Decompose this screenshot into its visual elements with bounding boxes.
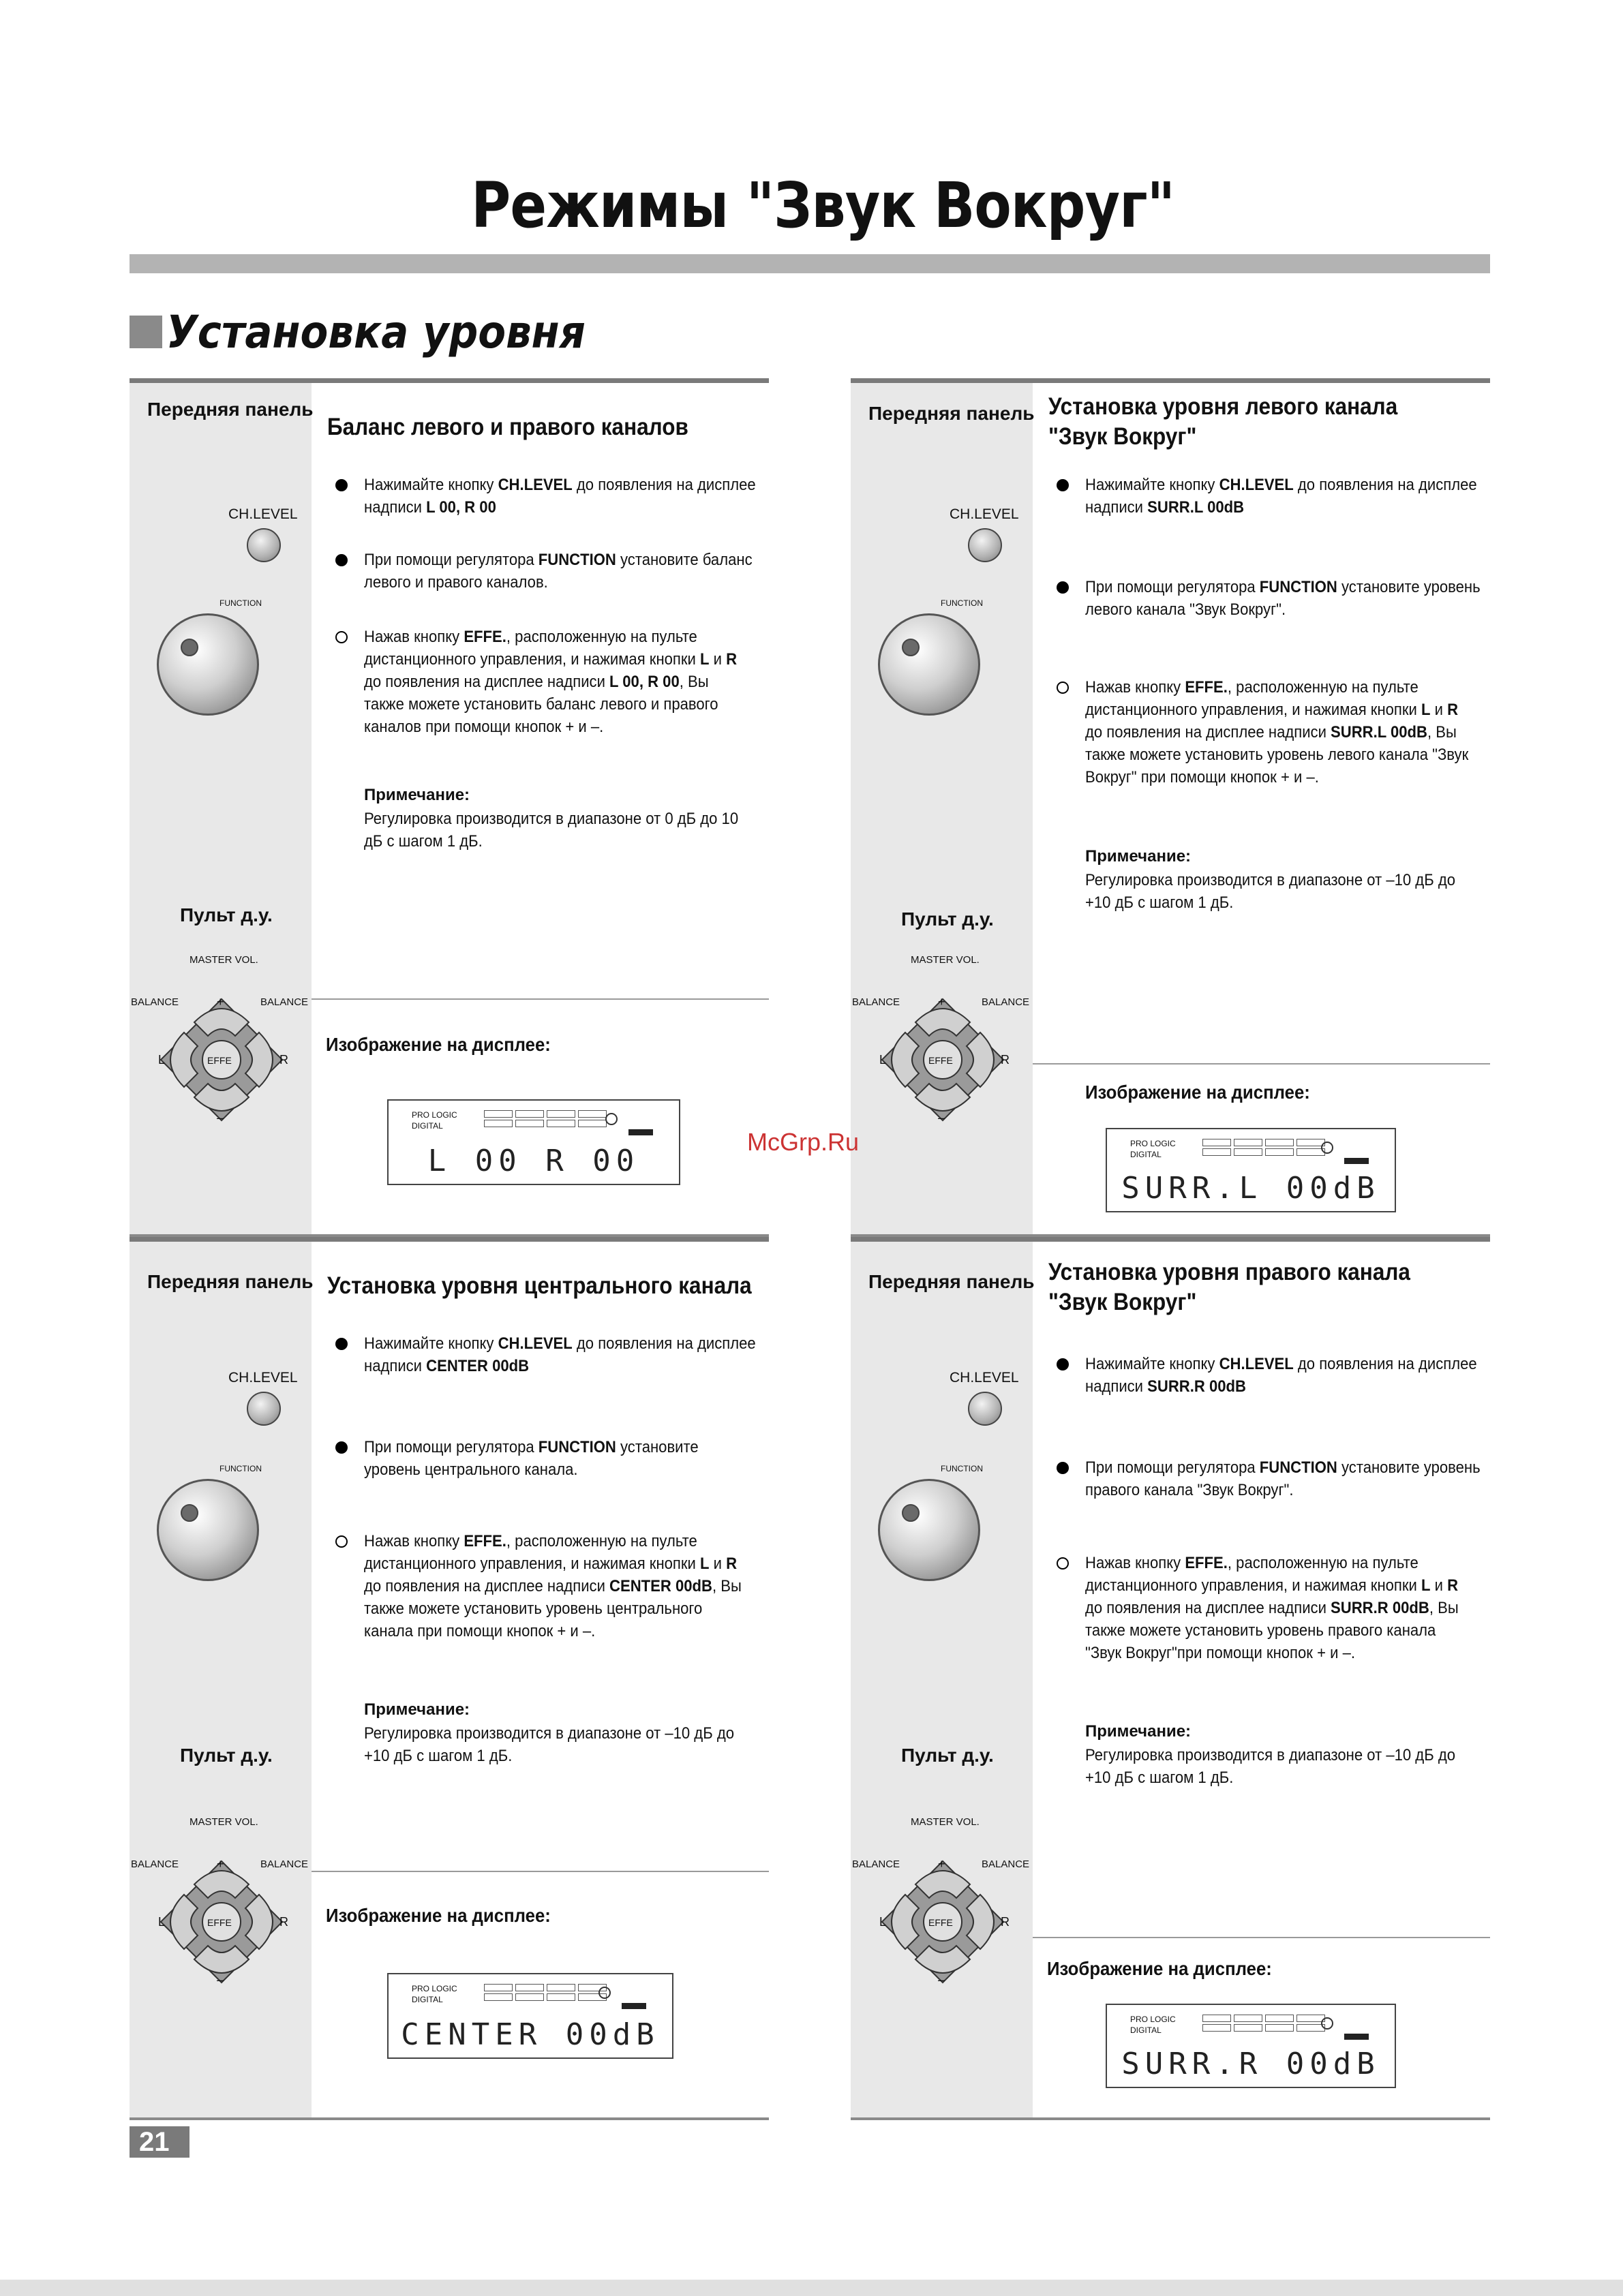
function-label: FUNCTION xyxy=(941,1464,983,1473)
bullet-icon xyxy=(1057,581,1069,594)
display-mode-box xyxy=(515,1984,544,1991)
instruction-line: надписи SURR.L 00dB xyxy=(1085,498,1245,517)
bullet-icon xyxy=(335,554,348,566)
instruction-line: до появления на дисплее надписи SURR.L 00dB, Вы xyxy=(1085,723,1457,741)
panel-4 xyxy=(851,1237,1490,2120)
display-mode-box xyxy=(1202,2015,1231,2022)
remote-label: Пульт д.у. xyxy=(901,908,994,930)
remote-r-label: R xyxy=(279,1915,288,1929)
clock-icon xyxy=(1321,2017,1333,2030)
note-title: Примечание: xyxy=(1085,1722,1192,1741)
section-heading: Установка уровня правого канала xyxy=(1048,1259,1410,1285)
display-mode-box xyxy=(1202,1139,1231,1146)
display-mode-box xyxy=(515,1120,544,1127)
remote-pad[interactable] xyxy=(851,1830,1035,2007)
display-heading: Изображение на дисплее: xyxy=(1085,1082,1310,1103)
display-mode-box xyxy=(484,1120,513,1127)
function-label: FUNCTION xyxy=(941,598,983,608)
display-mode-box xyxy=(484,1110,513,1118)
panel-top-rule xyxy=(130,378,769,383)
instruction-line: надписи SURR.R 00dB xyxy=(1085,1377,1246,1396)
remote-r-label: R xyxy=(279,1053,288,1067)
master-vol-label: MASTER VOL. xyxy=(911,954,980,966)
front-panel-label: Передняя панель xyxy=(147,1271,314,1292)
balance-left-label: BALANCE xyxy=(131,1858,179,1870)
knob-indicator-dot xyxy=(181,639,198,656)
instruction-line: канала при помощи кнопок + и –. xyxy=(364,1622,596,1640)
bullet-icon xyxy=(335,1441,348,1454)
remote-plus-label: + xyxy=(217,995,224,1009)
panel-top-rule xyxy=(851,378,1490,383)
remote-minus-label: – xyxy=(217,1111,224,1124)
note-text: Регулировка производится в диапазоне от –10 дБ до xyxy=(1085,871,1455,889)
function-knob[interactable] xyxy=(157,613,259,716)
display-digital: DIGITAL xyxy=(1130,2025,1162,2035)
function-knob[interactable] xyxy=(878,1479,980,1581)
instruction-line: Вокруг" при помощи кнопок + и –. xyxy=(1085,768,1319,786)
remote-effe-label: EFFE xyxy=(928,1917,953,1928)
remote-effe-label: EFFE xyxy=(207,1917,232,1928)
display-mode-box xyxy=(1234,1148,1262,1156)
display-pro-logic: PRO LOGIC xyxy=(1130,1139,1176,1148)
display-heading: Изображение на дисплее: xyxy=(326,1034,551,1055)
memory-indicator xyxy=(1344,2034,1369,2040)
ch-level-label: CH.LEVEL xyxy=(228,506,298,522)
display-mode-box xyxy=(578,1120,607,1127)
front-panel-label: Передняя панель xyxy=(147,399,314,420)
panel-bottom-rule xyxy=(130,2117,769,2120)
note-title: Примечание: xyxy=(364,1700,470,1719)
remote-minus-label: – xyxy=(938,1973,945,1987)
remote-label: Пульт д.у. xyxy=(901,1745,994,1766)
instruction-line: левого канала "Звук Вокруг". xyxy=(1085,600,1286,619)
instruction-line: до появления на дисплее надписи L 00, R 00, Вы xyxy=(364,673,709,691)
panel-top-rule xyxy=(130,1237,769,1242)
instruction-line: надписи CENTER 00dB xyxy=(364,1357,530,1375)
memory-indicator xyxy=(628,1129,653,1135)
clock-icon xyxy=(605,1113,618,1125)
section-title: Установка уровня xyxy=(166,305,586,358)
panel-top-rule xyxy=(851,1237,1490,1242)
balance-right-label: BALANCE xyxy=(260,1858,309,1870)
remote-plus-label: + xyxy=(938,1857,945,1871)
display-mode-box xyxy=(1234,1139,1262,1146)
remote-label: Пульт д.у. xyxy=(180,904,273,925)
master-vol-label: MASTER VOL. xyxy=(911,1816,980,1828)
knob-indicator-dot xyxy=(902,1504,920,1522)
display-mode-box xyxy=(547,1110,575,1118)
note-title: Примечание: xyxy=(364,786,470,804)
ch-level-label: CH.LEVEL xyxy=(228,1370,298,1386)
remote-plus-label: + xyxy=(938,995,945,1009)
instruction-line: также можете установить уровень правого канала xyxy=(1085,1621,1436,1640)
display-separator xyxy=(312,1871,769,1872)
display-mode-box xyxy=(484,1984,513,1991)
display-mode-box xyxy=(1234,2024,1262,2032)
instruction-line: дистанционного управления, и нажимая кнопки L и R xyxy=(364,650,738,669)
function-knob[interactable] xyxy=(878,613,980,716)
instruction-line: до появления на дисплее надписи SURR.R 00dB, Вы xyxy=(1085,1599,1459,1617)
function-label: FUNCTION xyxy=(219,1464,262,1473)
bullet-icon xyxy=(1057,479,1069,491)
remote-r-label: R xyxy=(1001,1915,1010,1929)
instruction-line: При помощи регулятора FUNCTION установите баланс xyxy=(364,551,753,569)
remote-effe-label: EFFE xyxy=(928,1055,953,1066)
instruction-line: надписи L 00, R 00 xyxy=(364,498,496,517)
remote-l-label: L xyxy=(879,1915,887,1929)
instruction-line: дистанционного управления, и нажимая кнопки L и R xyxy=(1085,701,1459,719)
display-mode-box xyxy=(1202,1148,1231,1156)
display-mode-grid xyxy=(1202,1139,1325,1156)
instruction-line: дистанционного управления, и нажимая кнопки L и R xyxy=(364,1555,738,1573)
section-square-icon xyxy=(130,316,162,348)
clock-icon xyxy=(598,1987,611,1999)
instruction-line: также можете установить баланс левого и правого xyxy=(364,695,718,714)
ch-level-label: CH.LEVEL xyxy=(950,506,1019,522)
instruction-line: дистанционного управления, и нажимая кнопки L и R xyxy=(1085,1576,1459,1595)
page-title: Режимы "Звук Вокруг" xyxy=(471,169,1175,242)
display-readout: L 00 R 00 xyxy=(427,1144,640,1178)
ch-level-button[interactable] xyxy=(968,528,1002,562)
lcd-display xyxy=(1106,2004,1396,2088)
balance-left-label: BALANCE xyxy=(852,996,900,1008)
panel-bottom-rule xyxy=(851,2117,1490,2120)
display-mode-box xyxy=(1265,1139,1294,1146)
display-mode-box xyxy=(1265,2015,1294,2022)
page-number: 21 xyxy=(130,2126,189,2158)
panel-1 xyxy=(130,378,769,1237)
footer-strip xyxy=(0,2280,1623,2296)
section-heading: Установка уровня центрального канала xyxy=(327,1272,752,1299)
remote-pad[interactable] xyxy=(130,1830,314,2007)
watermark: McGrp.Ru xyxy=(747,1128,860,1156)
balance-left-label: BALANCE xyxy=(131,996,179,1008)
section-heading: Баланс левого и правого каналов xyxy=(327,414,688,440)
instruction-line: Нажав кнопку EFFE., расположенную на пульте xyxy=(1085,678,1419,697)
display-mode-box xyxy=(578,1110,607,1118)
remote-effe-label: EFFE xyxy=(207,1055,232,1066)
section-heading: Установка уровня левого канала xyxy=(1048,393,1398,420)
note-text: +10 дБ с шагом 1 дБ. xyxy=(364,1747,513,1765)
bullet-icon xyxy=(1057,1358,1069,1371)
section-header xyxy=(130,305,632,358)
master-vol-label: MASTER VOL. xyxy=(189,954,258,966)
instruction-line: При помощи регулятора FUNCTION установите уровень xyxy=(1085,1458,1481,1477)
panel-3 xyxy=(130,1237,769,2120)
section-heading: "Звук Вокруг" xyxy=(1048,1289,1197,1315)
bullet-icon xyxy=(335,479,348,491)
bullet-open-icon xyxy=(335,1535,348,1548)
bullet-icon xyxy=(335,1338,348,1350)
display-mode-grid xyxy=(484,1984,607,2001)
instruction-line: левого и правого каналов. xyxy=(364,573,548,592)
display-mode-box xyxy=(1265,2024,1294,2032)
title-underline xyxy=(130,254,1490,273)
function-knob[interactable] xyxy=(157,1479,259,1581)
clock-icon xyxy=(1321,1142,1333,1154)
display-digital: DIGITAL xyxy=(412,1121,443,1131)
display-mode-grid xyxy=(1202,2015,1325,2032)
balance-right-label: BALANCE xyxy=(260,996,309,1008)
display-mode-box xyxy=(547,1984,575,1991)
ch-level-label: CH.LEVEL xyxy=(950,1370,1019,1386)
note-text: +10 дБ с шагом 1 дБ. xyxy=(1085,1769,1234,1787)
bullet-open-icon xyxy=(335,631,348,643)
lcd-display xyxy=(1106,1128,1396,1212)
display-mode-box xyxy=(515,1110,544,1118)
remote-l-label: L xyxy=(158,1053,166,1067)
display-heading: Изображение на дисплее: xyxy=(1047,1958,1272,1979)
ch-level-button[interactable] xyxy=(968,1392,1002,1426)
display-mode-box xyxy=(484,1993,513,2001)
note-text: Регулировка производится в диапазоне от –10 дБ до xyxy=(1085,1746,1455,1764)
display-mode-grid xyxy=(484,1110,607,1127)
note-text: Регулировка производится в диапазоне от –10 дБ до xyxy=(364,1724,734,1743)
remote-minus-label: – xyxy=(938,1111,945,1124)
instruction-line: "Звук Вокруг"при помощи кнопок + и –. xyxy=(1085,1644,1356,1662)
remote-pad[interactable] xyxy=(851,968,1035,1145)
display-mode-box xyxy=(547,1993,575,2001)
lcd-display xyxy=(387,1099,680,1185)
knob-indicator-dot xyxy=(902,639,920,656)
instruction-line: Нажав кнопку EFFE., расположенную на пульте xyxy=(1085,1554,1419,1572)
remote-label: Пульт д.у. xyxy=(180,1745,273,1766)
note-text: дБ с шагом 1 дБ. xyxy=(364,832,483,851)
remote-l-label: L xyxy=(879,1053,887,1067)
bullet-open-icon xyxy=(1057,682,1069,694)
display-pro-logic: PRO LOGIC xyxy=(412,1984,457,1993)
display-readout: SURR.R 00dB xyxy=(1121,2047,1380,2081)
display-mode-box xyxy=(515,1993,544,2001)
function-label: FUNCTION xyxy=(219,598,262,608)
remote-l-label: L xyxy=(158,1915,166,1929)
ch-level-button[interactable] xyxy=(247,528,281,562)
instruction-line: При помощи регулятора FUNCTION установите xyxy=(364,1438,699,1456)
instruction-line: Нажав кнопку EFFE., расположенную на пульте xyxy=(364,1532,697,1550)
display-digital: DIGITAL xyxy=(1130,1150,1162,1159)
display-pro-logic: PRO LOGIC xyxy=(1130,2015,1176,2024)
ch-level-button[interactable] xyxy=(247,1392,281,1426)
display-mode-box xyxy=(1202,2024,1231,2032)
display-separator xyxy=(312,998,769,1000)
display-mode-box xyxy=(547,1120,575,1127)
balance-right-label: BALANCE xyxy=(982,1858,1030,1870)
display-readout: CENTER 00dB xyxy=(401,2017,660,2052)
display-heading: Изображение на дисплее: xyxy=(326,1905,551,1926)
memory-indicator xyxy=(622,2003,646,2009)
note-text: Регулировка производится в диапазоне от 0 дБ до 10 xyxy=(364,810,739,828)
instruction-line: Нажимайте кнопку CH.LEVEL до появления на дисплее xyxy=(364,476,756,494)
instruction-line: Нажимайте кнопку CH.LEVEL до появления на дисплее xyxy=(1085,476,1477,494)
display-pro-logic: PRO LOGIC xyxy=(412,1110,457,1120)
remote-plus-label: + xyxy=(217,1857,224,1871)
front-panel-label: Передняя панель xyxy=(868,403,1035,424)
display-separator xyxy=(1033,1063,1490,1065)
instruction-line: Нажимайте кнопку CH.LEVEL до появления на дисплее xyxy=(1085,1355,1477,1373)
instruction-line: правого канала "Звук Вокруг". xyxy=(1085,1481,1294,1499)
instruction-line: также можете установить уровень центрального xyxy=(364,1599,703,1618)
balance-left-label: BALANCE xyxy=(852,1858,900,1870)
memory-indicator xyxy=(1344,1158,1369,1164)
section-heading: "Звук Вокруг" xyxy=(1048,423,1197,450)
instruction-line: уровень центрального канала. xyxy=(364,1460,578,1479)
remote-pad[interactable] xyxy=(130,968,314,1145)
display-digital: DIGITAL xyxy=(412,1995,443,2004)
front-panel-label: Передняя панель xyxy=(868,1271,1035,1292)
instruction-line: Нажимайте кнопку CH.LEVEL до появления на дисплее xyxy=(364,1334,756,1353)
display-separator xyxy=(1033,1937,1490,1938)
panel-2 xyxy=(851,378,1490,1237)
display-mode-box xyxy=(1234,2015,1262,2022)
display-readout: SURR.L 00dB xyxy=(1121,1171,1380,1206)
master-vol-label: MASTER VOL. xyxy=(189,1816,258,1828)
instruction-line: каналов при помощи кнопок + и –. xyxy=(364,718,604,736)
note-title: Примечание: xyxy=(1085,847,1192,866)
lcd-display xyxy=(387,1973,673,2059)
remote-r-label: R xyxy=(1001,1053,1010,1067)
remote-minus-label: – xyxy=(217,1973,224,1987)
bullet-icon xyxy=(1057,1462,1069,1474)
knob-indicator-dot xyxy=(181,1504,198,1522)
display-mode-box xyxy=(1265,1148,1294,1156)
note-text: +10 дБ с шагом 1 дБ. xyxy=(1085,893,1234,912)
bullet-open-icon xyxy=(1057,1557,1069,1570)
instruction-line: до появления на дисплее надписи CENTER 00dB, Вы xyxy=(364,1577,742,1595)
instruction-line: также можете установить уровень левого канала "Звук xyxy=(1085,746,1469,764)
balance-right-label: BALANCE xyxy=(982,996,1030,1008)
instruction-line: Нажав кнопку EFFE., расположенную на пульте xyxy=(364,628,697,646)
instruction-line: При помощи регулятора FUNCTION установите уровень xyxy=(1085,578,1481,596)
